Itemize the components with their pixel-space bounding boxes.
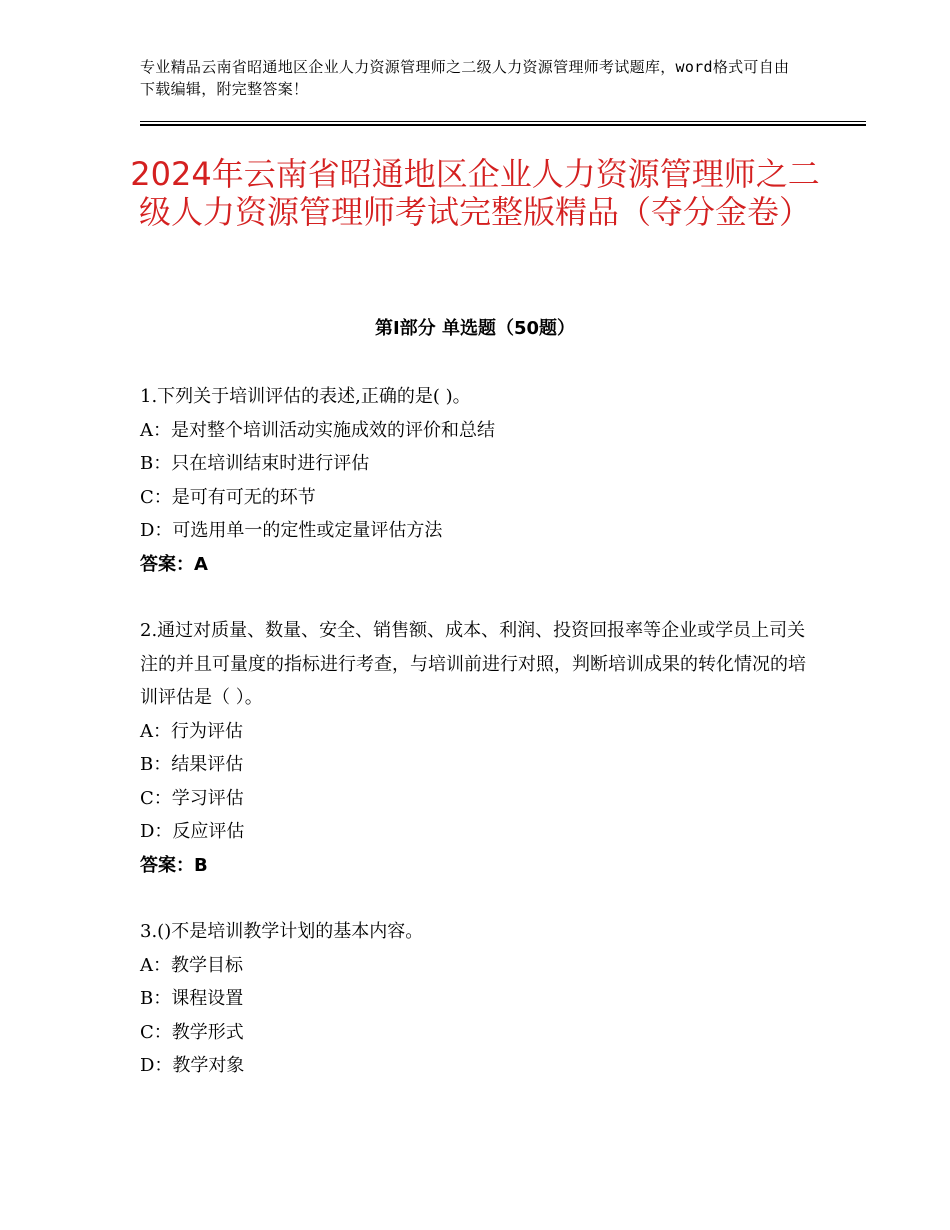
question-3 (140, 915, 820, 1083)
question-1 (140, 380, 820, 581)
option-d: D：教学对象 (140, 1055, 245, 1076)
option-c: C：是可有可无的环节 (140, 486, 316, 508)
question-2 (140, 614, 820, 882)
header-divider-thin (140, 121, 866, 122)
option-b: B：结果评估 (140, 754, 244, 775)
option-b: B：只在培训结束时进行评估 (140, 453, 370, 474)
option-d: D：可选用单一的定性或定量评估方法 (140, 520, 443, 541)
document-title: 2024年云南省昭通地区企业人力资源管理师之二级人力资源管理师考试完整版精品（夺分金卷） (130, 155, 820, 231)
question-list (140, 380, 820, 1116)
question-text: 1.下列关于培训评估的表述,正确的是( )。 (140, 386, 471, 407)
option-c: C：学习评估 (140, 787, 244, 809)
header-note: 专业精品云南省昭通地区企业人力资源管理师之二级人力资源管理师考试题库，word格式可自由下载编辑，附完整答案！ (140, 58, 790, 98)
option-b: B：课程设置 (140, 988, 244, 1009)
option-c: C：教学形式 (140, 1021, 244, 1043)
option-d: D：反应评估 (140, 821, 245, 842)
question-text: 3.()不是培训教学计划的基本内容。 (140, 921, 424, 942)
option-a: A：是对整个培训活动实施成效的评价和总结 (140, 419, 495, 441)
answer: 答案：B (140, 854, 208, 876)
option-a: A：教学目标 (140, 954, 243, 976)
answer: 答案：A (140, 553, 208, 575)
header-divider-thick (140, 124, 866, 126)
option-a: A：行为评估 (140, 720, 243, 742)
section-heading: 第Ⅰ部分 单选题（50题） (374, 318, 575, 339)
question-text: 2.通过对质量、数量、安全、销售额、成本、利润、投资回报率等企业或学员上司关注的并且可量度的指标进行考查，与培训前进行对照，判断培训成果的转化情况的培训评估是（ ）。 (140, 620, 806, 708)
